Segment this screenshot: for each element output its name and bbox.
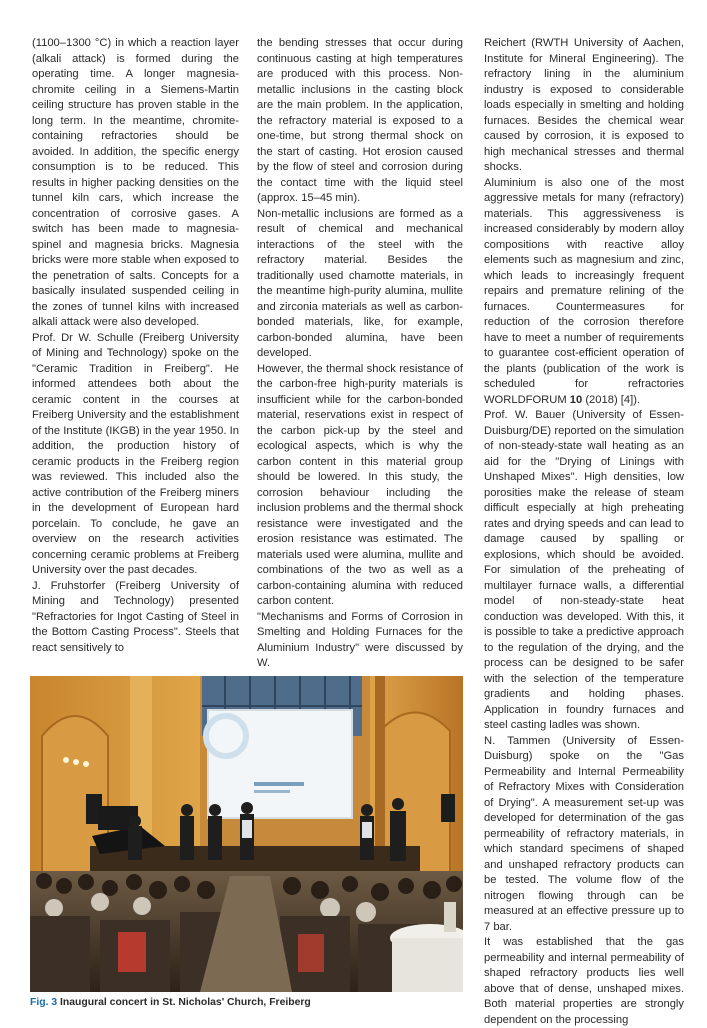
- paragraph: Reichert (RWTH University of Aachen, Institute for Mineral Engineering). The refractory lining in the aluminium industry is exposed to considerable loads especially in smelting and holding furnaces. Besides the chemical wear caused by corrosion, it is exposed to high mechanical stresses and thermal shocks.: [484, 37, 684, 173]
- text-column-2: [257, 36, 463, 672]
- paragraph: However, the thermal shock resistance of the carbon-free high-purity materials is insufficient while for the carbon-bonded material, reservations exist in respect of the carbon pick-up by the steel and ecological aspects, which is why the carbon content in this material group should be lowered. In this study, the corrosion behaviour including the inclusion problems and the thermal shock resistance were investigated and the erosion resistance was estimated. The materials used were alumina, mullite and combinations of the two as well as a carbon-containing alumina with reduced carbon content.: [257, 362, 463, 607]
- paragraph: Non-metallic inclusions are formed as a result of chemical and mechanical interactions of the steel with the refractory material. Besides the traditionally used chamotte materials, in the meantime high-purity alumina, mullite and zirconia materials as well as carbon-bonded materials, like, for example, carbon-bonded alumina, have been developed.: [257, 207, 463, 359]
- paragraph: "Mechanisms and Forms of Corrosion in Smelting and Holding Furnaces for the Aluminium Industry" were discussed by W.: [257, 610, 463, 669]
- paragraph: J. Fruhstorfer (Freiberg University of Mining and Technology) presented "Refractories for Ingot Casting of Steel in the Bottom Casting Process". Steels that react sensitively to: [32, 579, 239, 654]
- paragraph: [484, 176, 684, 409]
- text-column-3: [484, 36, 684, 1028]
- paragraph: Prof. Dr W. Schulle (Freiberg University of Mining and Technology) spoke on the "Ceramic Tradition in Freiberg". He informed attendees both about the ceramic content in the courses at Freiberg University and the establishment of the Institute (IKGB) in the year 1950. In addition, the production history of ceramic products in the Freiberg region was reviewed. This included also the active contribution of the Freiberg miners in the development of European hard porcelain. To conclude, he gave an overview on the research activities concerning ceramic problems at Freiberg University over the past decades.: [32, 331, 239, 576]
- figure-caption: [30, 996, 470, 1010]
- paragraph: Prof. W. Bauer (University of Essen-Duisburg/DE) reported on the simulation of non-steady-state wall heating as an aid for the "Drying of Linings with Unshaped Mixes". High densities, low porosities make the release of steam difficult especially at high preheating rates and drying speeds and can lead to damage caused by spalling or explosions, which should be avoided. For simulation of the preheating of multilayer furnace walls, a differential model of non-steady-state heat conduction was developed. With this, it is possible to take a predictive approach to the regulation of the drying, and the process can be designed to be safer with the selection of the temperature gradients and holding phases. Application in foundry furnaces and steel casting ladles was shown.: [484, 409, 684, 731]
- paragraph-text-tail: (2018) [4]).: [582, 393, 641, 406]
- concert-photo: [30, 676, 463, 992]
- paragraph-text: Aluminium is also one of the most aggressive metals for many (refractory) materials. This aggressiveness is increased considerably by modern alloy compositions with reactive alloy elements such as magnesium and zinc, which leads to increasingly frequent repairs and premature relining of the furnaces. Countermeasures for reduction of the corrosion therefore have to meet a number of requirements to guarantee cost-efficient operation of the plants (publication of the work is scheduled for refractories WORLDFORUM: [484, 176, 684, 406]
- paragraph: It was established that the gas permeability and internal permeability of shaped refractory products lies well above that of dense, unshaped mixes. Both material properties are strongly dependent on the processing: [484, 936, 684, 1026]
- text-column-1: [32, 36, 239, 656]
- paragraph: N. Tammen (University of Essen-Duisburg) spoke on the "Gas Permeability and Internal Permeability of Refractory Mixes with Consideration of Drying". A measurement set-up was developed for determination of the gas permeability of refractory materials, in which standard specimens of shaped and unshaped refractory products can be tested. The volume flow of the nitrogen flowing through can be measured at an effective pressure up to 7 bar.: [484, 734, 684, 933]
- paragraph: the bending stresses that occur during continuous casting at high temperatures are produced with this process. Non-metallic inclusions in the casting block are the main problem. In the application, the refractory material is exposed to a one-time, but strong thermal shock on the start of casting. Hot erosion caused by the flow of steel and corrosion during the contact time with the liquid steel (approx. 15–45 min).: [257, 37, 463, 204]
- worldforum-issue: 10: [569, 393, 583, 406]
- figure-caption-text: Inaugural concert in St. Nicholas' Church, Freiberg: [57, 997, 311, 1008]
- paragraph: (1100–1300 °C) in which a reaction layer (alkali attack) is formed during the operating time. A longer magnesia-chromite ceiling in a Siemens-Martin ceiling structure has proven stable in the long term. In the meantime, chromite-containing refractories should be avoided. In addition, the specific energy consumption is to be reduced. This results in higher packing densities on the tunnel kiln cars, which increase the concentration of corrosive gases. A switch has been made to magnesia-spinel and magnesia bricks. Magnesia bricks were more stable when exposed to the penetration of salts. Concepts for a basically insulated suspended ceiling in the zones of tunnel kilns with increased alkali attack were also developed.: [32, 37, 239, 328]
- figure-label: Fig. 3: [30, 997, 58, 1008]
